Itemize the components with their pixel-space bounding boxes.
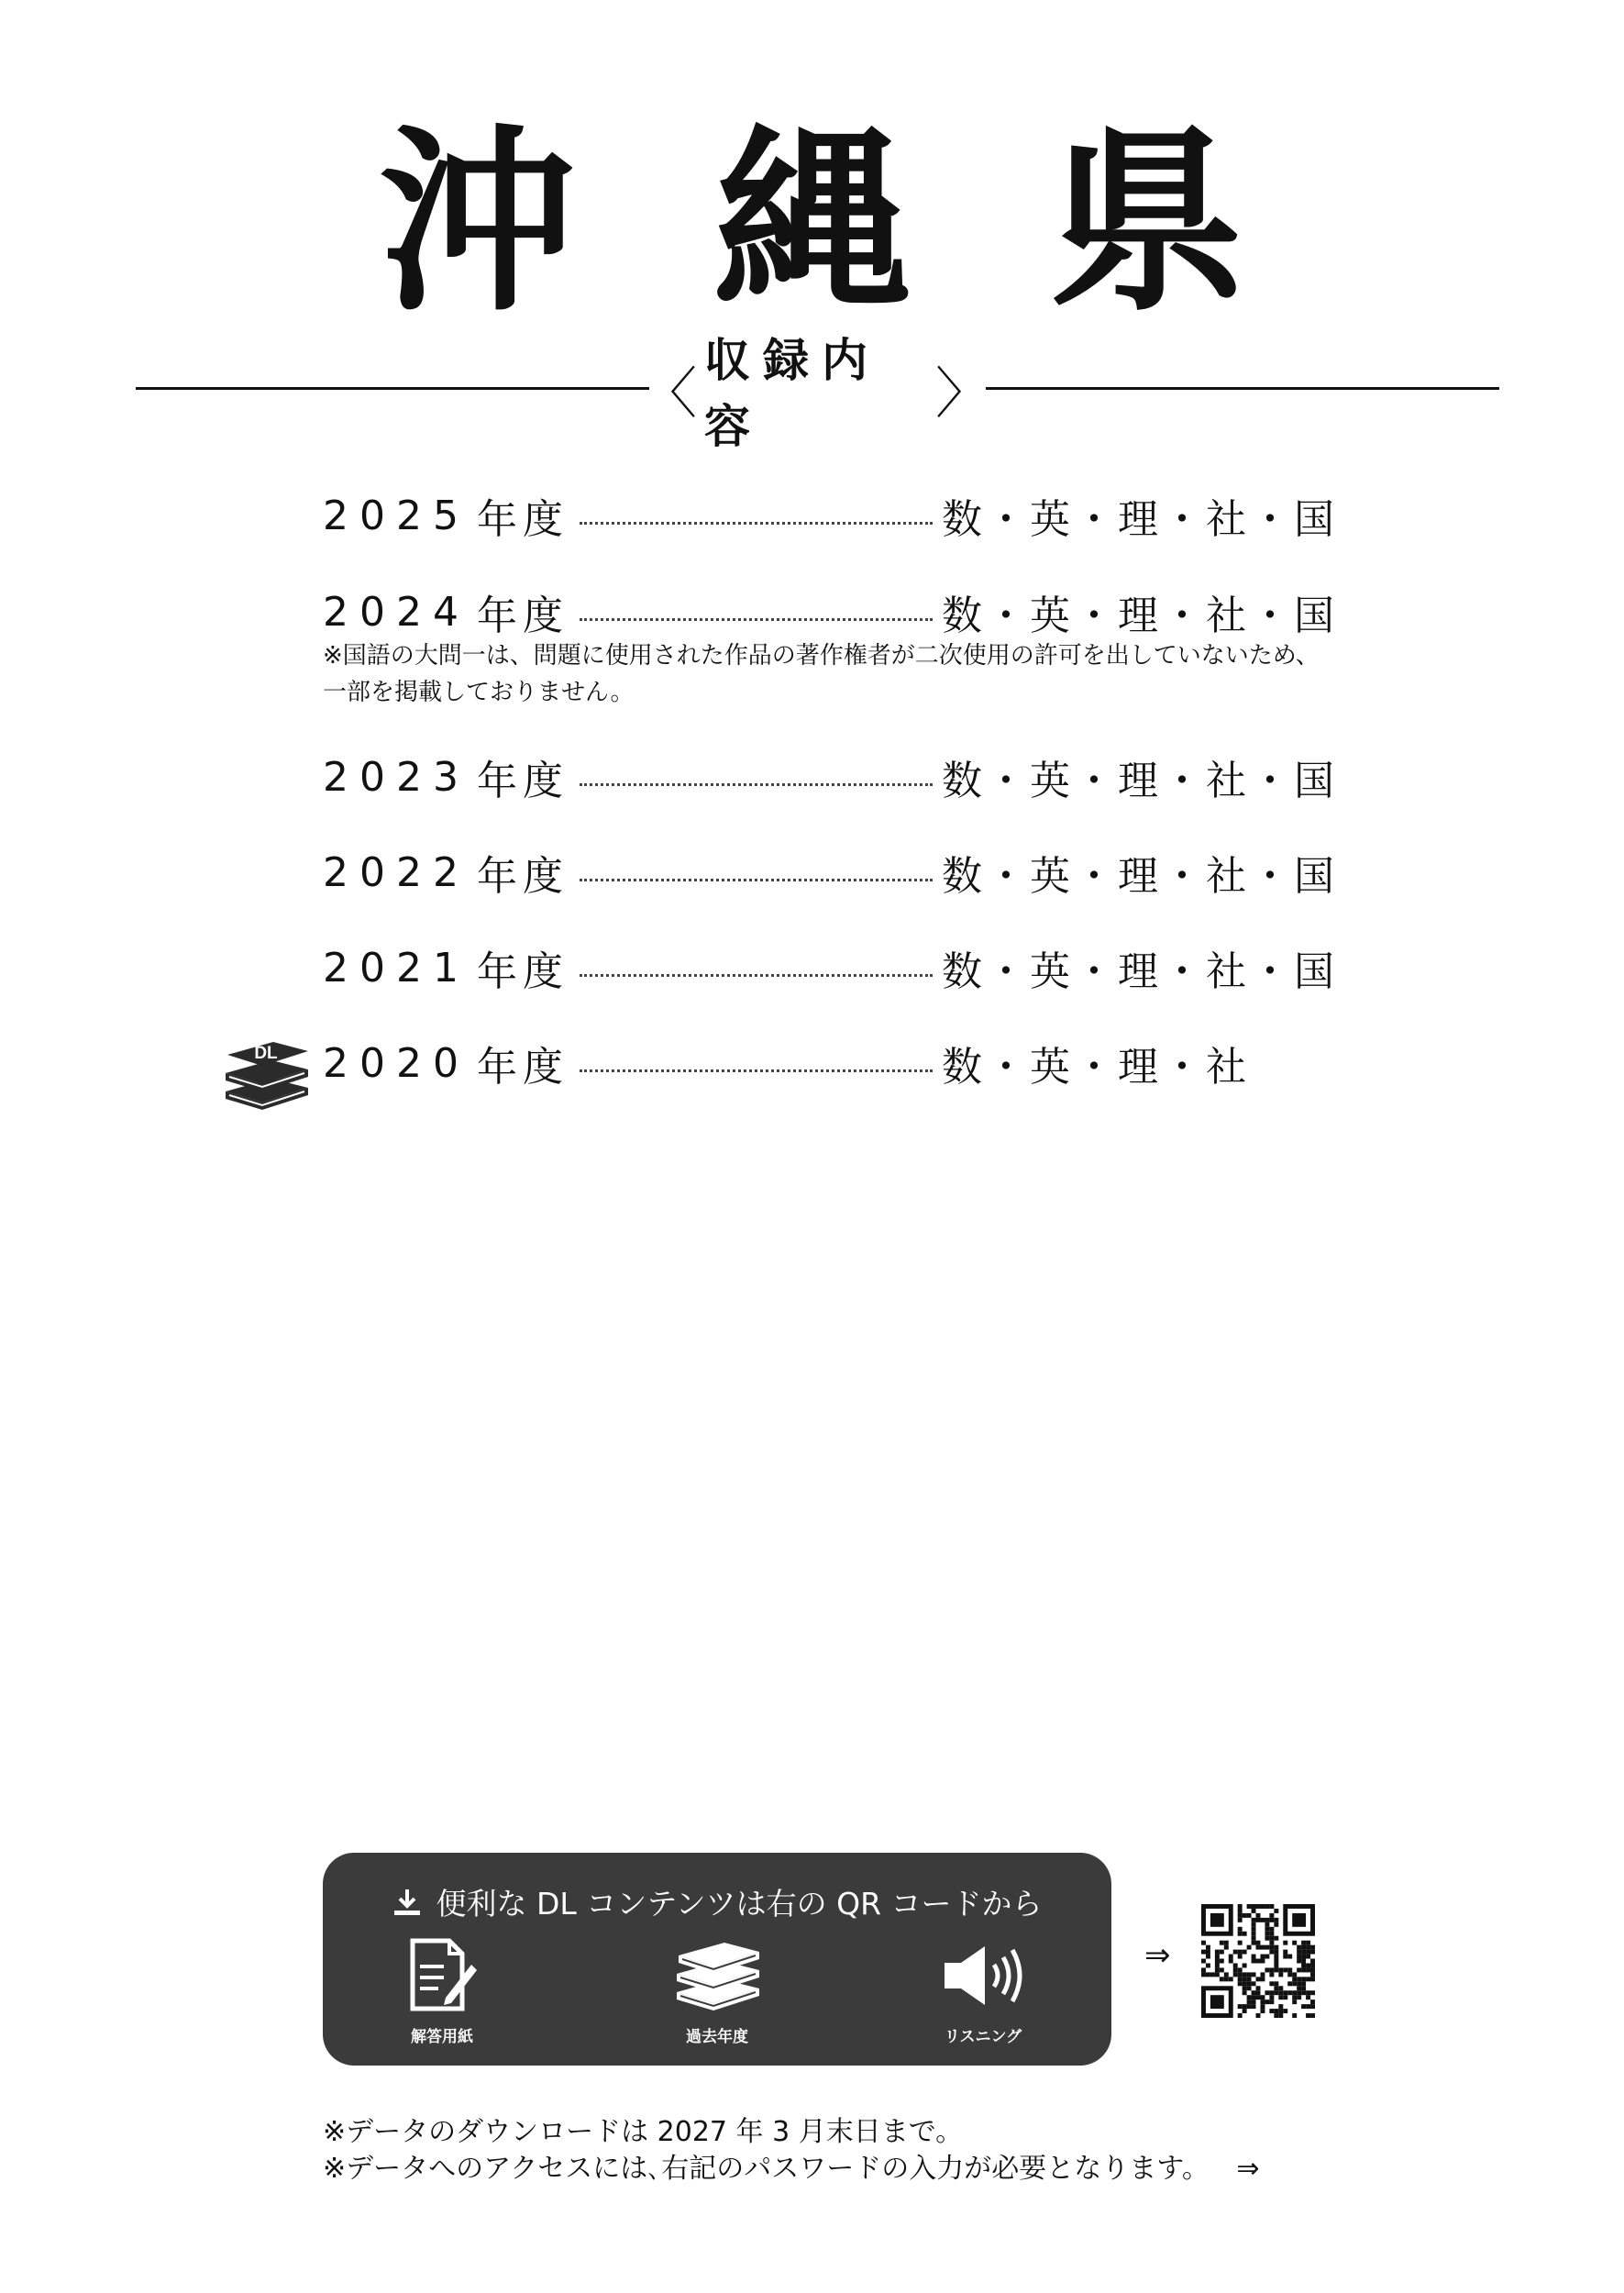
feature-label: リスニング — [944, 2028, 1022, 2046]
leader-dots — [580, 1069, 933, 1072]
row-year: 2024 — [323, 588, 470, 636]
contents-row — [323, 580, 1338, 644]
dl-box-heading-row — [323, 1880, 1111, 1923]
contents-row — [323, 745, 1338, 809]
leader-dots — [580, 522, 933, 525]
speaker-icon — [937, 1937, 1029, 2014]
footer-line-2 — [323, 2151, 1260, 2188]
dl-books-icon — [220, 1038, 312, 1112]
contents-row — [323, 840, 1338, 904]
row-subjects: 数・英・理・社・国 — [942, 758, 1338, 804]
row-subjects: 数・英・理・社・国 — [942, 948, 1338, 995]
answer-sheet-icon — [405, 1937, 479, 2014]
row-year-suffix: 年度 — [476, 853, 569, 900]
row-subjects: 数・英・理・社・国 — [942, 593, 1338, 639]
row-year-suffix: 年度 — [476, 758, 569, 804]
download-icon — [392, 1887, 423, 1918]
books-icon — [671, 1937, 763, 2014]
row-subjects: 数・英・理・社・国 — [942, 496, 1338, 543]
contents-row — [323, 1031, 1313, 1095]
contents-row — [323, 483, 1338, 548]
leader-dots — [580, 783, 933, 786]
footer-line-2-arrow: ⇒ — [1236, 2153, 1260, 2185]
feature-label: 解答用紙 — [411, 2028, 473, 2046]
section-heading-text: 収録内容 — [704, 334, 880, 453]
section-heading — [642, 334, 990, 453]
section-heading-open-bracket: 〈 — [642, 362, 697, 426]
row-year: 2022 — [323, 848, 470, 896]
row-year-suffix: 年度 — [476, 593, 569, 639]
leader-dots — [580, 974, 933, 977]
section-heading-close-bracket: 〉 — [935, 362, 990, 426]
contents-row — [323, 936, 1338, 1000]
leader-dots — [580, 879, 933, 881]
arrow-to-qr: ⇒ — [1144, 1937, 1171, 1974]
copyright-note: ※国語の大問一は、問題に使用された作品の著作権者が二次使用の許可を出していないため、一部を掲載しておりません。 — [323, 642, 1320, 706]
dl-content-box — [323, 1853, 1111, 2066]
row-year-suffix: 年度 — [476, 948, 569, 995]
leader-dots — [580, 618, 933, 621]
footer-notes — [323, 2114, 1260, 2188]
qr-code[interactable] — [1201, 1904, 1315, 2018]
section-rule-left — [136, 387, 649, 390]
footer-line-1: ※データのダウンロードは 2027 年 3 月末日まで。 — [323, 2116, 964, 2148]
feature-listening[interactable] — [900, 1937, 1066, 2046]
feature-past-years[interactable] — [635, 1937, 800, 2046]
feature-label: 過去年度 — [686, 2028, 748, 2046]
feature-answer-sheet[interactable] — [359, 1937, 525, 2046]
row-subjects: 数・英・理・社 — [942, 1044, 1250, 1091]
page-title: 沖縄県 — [379, 107, 1383, 338]
dl-box-heading: 便利な DL コンテンツは右の QR コードから — [436, 1886, 1043, 1922]
row-year: 2025 — [323, 492, 470, 539]
row-year: 2020 — [323, 1039, 470, 1087]
row-year-suffix: 年度 — [476, 1044, 569, 1091]
row-year-suffix: 年度 — [476, 496, 569, 543]
dl-badge-text: DL — [254, 1044, 278, 1063]
row-year: 2023 — [323, 753, 470, 801]
row-year: 2021 — [323, 944, 470, 991]
footer-line-2-text: ※データへのアクセスには､右記のパスワードの入力が必要となります。 — [323, 2153, 1210, 2185]
row-subjects: 数・英・理・社・国 — [942, 853, 1338, 900]
section-rule-right — [986, 387, 1499, 390]
